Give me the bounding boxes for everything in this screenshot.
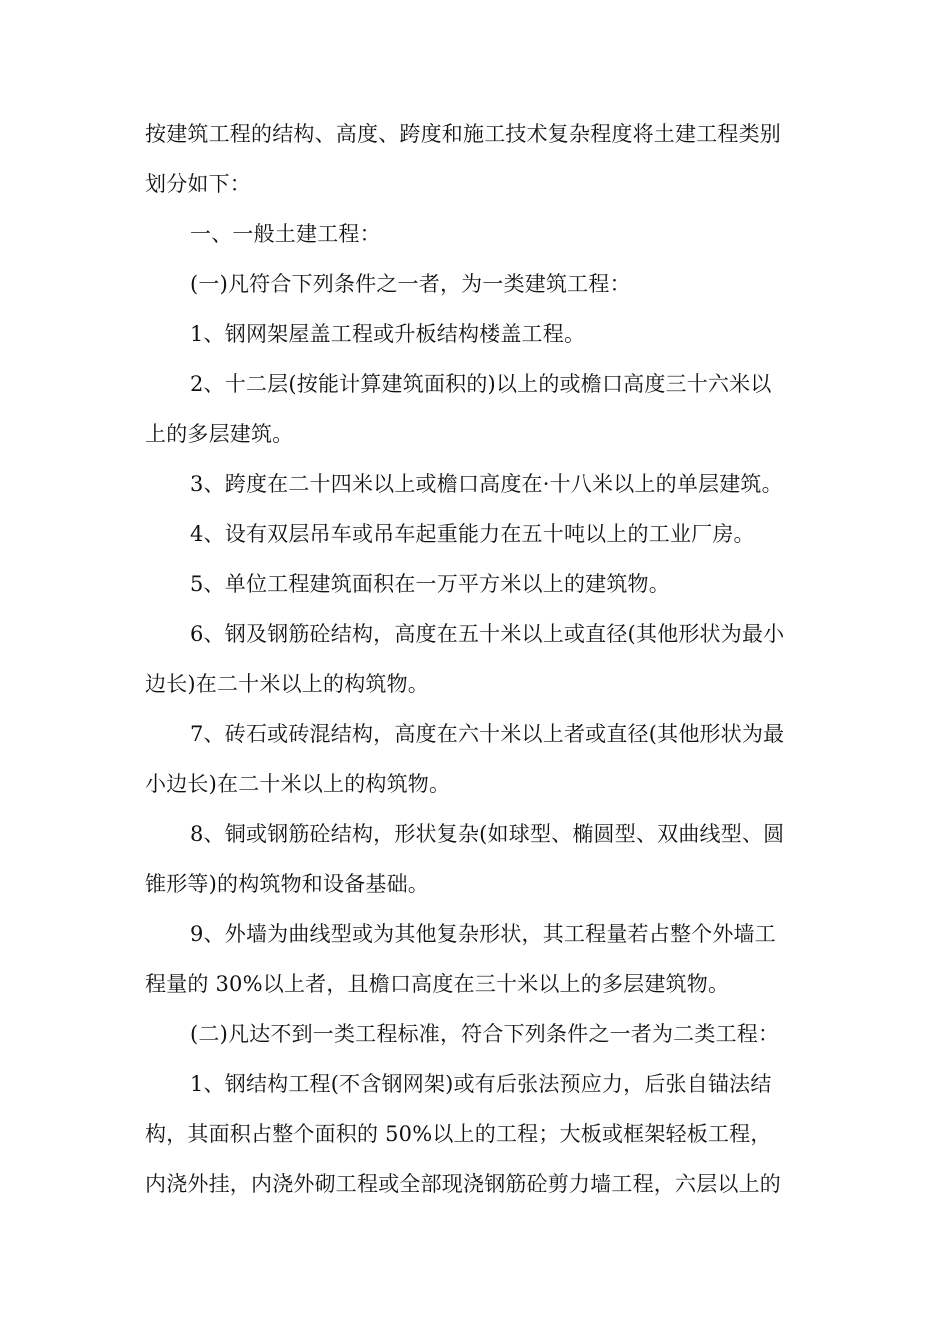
item-2-line-1: 2、十二层(按能计算建筑面积的)以上的或檐口高度三十六米以	[190, 372, 772, 396]
item-1: 1、钢网架屋盖工程或升板结构楼盖工程。	[190, 322, 586, 346]
item-8-line-2: 锥形等)的构筑物和设备基础。	[145, 872, 429, 896]
item-7-line-2: 小边长)在二十米以上的构筑物。	[145, 772, 451, 796]
class-two-item-1-line-1: 1、钢结构工程(不含钢网架)或有后张法预应力，后张自锚法结	[190, 1072, 772, 1096]
paragraph-intro-line-1: 按建筑工程的结构、高度、跨度和施工技术复杂程度将土建工程类别	[145, 122, 781, 146]
class-two-item-1-line-3: 内浇外挂，内浇外砌工程或全部现浇钢筋砼剪力墙工程，六层以上的	[145, 1172, 781, 1196]
item-7-line-1: 7、砖石或砖混结构，高度在六十米以上者或直径(其他形状为最	[190, 722, 785, 746]
item-4: 4、设有双层吊车或吊车起重能力在五十吨以上的工业厂房。	[190, 522, 755, 546]
item-9-line-1: 9、外墙为曲线型或为其他复杂形状，其工程量若占整个外墙工	[190, 922, 776, 946]
item-6-line-2: 边长)在二十米以上的构筑物。	[145, 672, 429, 696]
item-2-line-2: 上的多层建筑。	[145, 422, 294, 446]
item-6-line-1: 6、钢及钢筋砼结构，高度在五十米以上或直径(其他形状为最小	[190, 622, 785, 646]
item-9-line-2: 程量的 30%以上者，且檐口高度在三十米以上的多层建筑物。	[145, 972, 730, 996]
item-5: 5、单位工程建筑面积在一万平方米以上的建筑物。	[190, 572, 670, 596]
subsection-heading-class-one: (一)凡符合下列条件之一者，为一类建筑工程：	[190, 272, 631, 296]
item-8-line-1: 8、铜或钢筋砼结构，形状复杂(如球型、椭圆型、双曲线型、圆	[190, 822, 785, 846]
class-two-item-1-line-2: 构，其面积占整个面积的 50%以上的工程；大板或框架轻板工程，	[145, 1122, 772, 1146]
subsection-heading-class-two: (二)凡达不到一类工程标准，符合下列条件之一者为二类工程：	[190, 1022, 780, 1046]
paragraph-intro-line-2: 划分如下：	[145, 172, 251, 196]
item-3: 3、跨度在二十四米以上或檐口高度在·十八米以上的单层建筑。	[190, 472, 783, 496]
section-heading-general-civil: 一、一般土建工程：	[190, 222, 381, 246]
